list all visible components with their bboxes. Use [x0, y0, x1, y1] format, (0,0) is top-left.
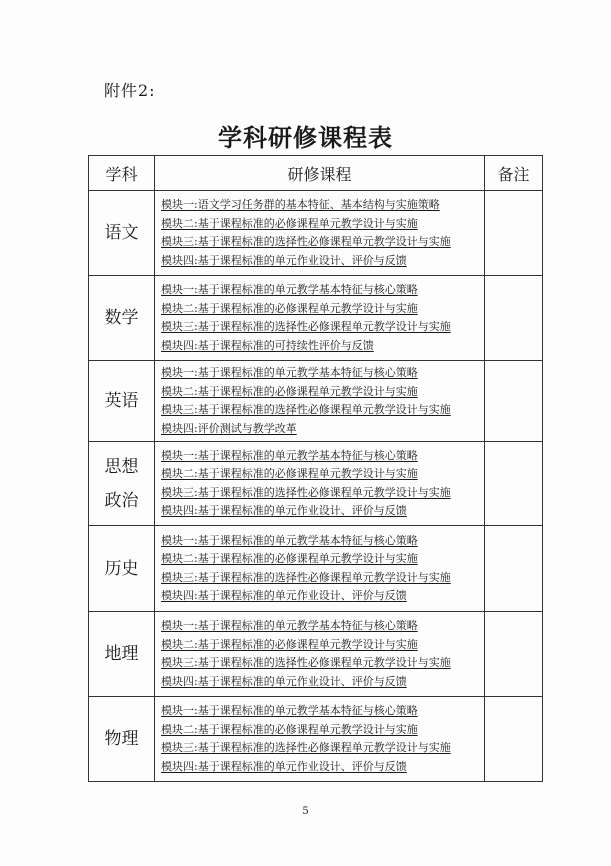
module-item: 模块一:基于课程标准的单元教学基本特征与核心策略 — [161, 283, 418, 296]
module-item: 模块三:基于课程标准的选择性必修课程单元教学设计与实施 — [161, 485, 451, 499]
header-subject: 学科 — [89, 156, 155, 191]
module-item: 模块一:基于课程标准的单元教学基本特征与核心策略 — [161, 533, 418, 547]
module-item: 模块四:基于课程标准的单元作业设计、评价与反馈 — [161, 674, 407, 688]
note-cell — [485, 191, 543, 276]
table-row — [89, 442, 543, 526]
module-item: 模块二:基于课程标准的必修课程单元教学设计与实施 — [161, 467, 418, 480]
table-row — [89, 697, 543, 782]
module-item: 模块四:评价测试与教学改革 — [161, 421, 297, 435]
subject-name: 数学 — [104, 308, 139, 328]
note-cell — [485, 276, 543, 361]
module-item: 模块二:基于课程标准的必修课程单元教学设计与实施 — [161, 301, 418, 315]
module-item: 模块三:基于课程标准的选择性必修课程单元教学设计与实施 — [161, 570, 451, 584]
table-row — [89, 612, 543, 697]
course-modules-cell — [155, 191, 485, 276]
table-header-row — [89, 156, 543, 191]
header-note: 备注 — [485, 156, 543, 191]
module-item: 模块三:基于课程标准的选择性必修课程单元教学设计与实施 — [161, 403, 451, 416]
module-item: 模块一:基于课程标准的单元教学基本特征与核心策略 — [161, 704, 418, 717]
module-item: 模块一:基于课程标准的单元教学基本特征与核心策略 — [161, 619, 418, 632]
module-item: 模块四:基于课程标准的单元作业设计、评价与反馈 — [161, 589, 407, 602]
subject-cell — [89, 612, 155, 697]
note-cell — [485, 612, 543, 697]
course-modules-cell — [155, 697, 485, 782]
module-item: 模块三:基于课程标准的选择性必修课程单元教学设计与实施 — [161, 741, 451, 754]
module-item: 模块二:基于课程标准的必修课程单元教学设计与实施 — [161, 552, 418, 565]
subject-cell — [89, 442, 155, 526]
subject-name: 语文 — [104, 223, 139, 243]
subject-name: 物理 — [104, 729, 139, 749]
course-modules-cell — [155, 612, 485, 697]
course-table — [88, 155, 543, 782]
module-item: 模块四:基于课程标准的单元作业设计、评价与反馈 — [161, 504, 407, 517]
table-body — [89, 191, 543, 782]
subject-name: 政治 — [104, 490, 139, 511]
course-modules-cell — [155, 526, 485, 612]
module-item: 模块二:基于课程标准的必修课程单元教学设计与实施 — [161, 384, 418, 398]
module-item: 模块一:语文学习任务群的基本特征、基本结构与实施策略 — [161, 198, 440, 211]
note-cell — [485, 442, 543, 526]
table-row — [89, 276, 543, 361]
course-modules-cell — [155, 361, 485, 442]
module-item: 模块三:基于课程标准的选择性必修课程单元教学设计与实施 — [161, 235, 451, 248]
module-item: 模块一:基于课程标准的单元教学基本特征与核心策略 — [161, 448, 418, 462]
note-cell — [485, 526, 543, 612]
subject-cell — [89, 697, 155, 782]
module-item: 模块四:基于课程标准的单元作业设计、评价与反馈 — [161, 253, 407, 267]
subject-cell — [89, 191, 155, 276]
attachment-label: 附件2: — [104, 81, 156, 100]
table-row — [89, 191, 543, 276]
header-course: 研修课程 — [155, 156, 485, 191]
subject-name: 历史 — [104, 558, 139, 579]
subject-name: 英语 — [104, 391, 139, 411]
note-cell — [485, 361, 543, 442]
page-number: 5 — [302, 806, 309, 817]
module-item: 模块二:基于课程标准的必修课程单元教学设计与实施 — [161, 722, 418, 736]
subject-name: 地理 — [104, 644, 139, 664]
module-item: 模块一:基于课程标准的单元教学基本特征与核心策略 — [161, 366, 418, 379]
subject-cell — [89, 361, 155, 442]
subject-name: 思想 — [104, 456, 139, 477]
module-item: 模块三:基于课程标准的选择性必修课程单元教学设计与实施 — [161, 320, 451, 333]
subject-cell — [89, 276, 155, 361]
module-item: 模块四:基于课程标准的可持续性评价与反馈 — [161, 338, 374, 352]
course-modules-cell — [155, 442, 485, 526]
table-row — [89, 361, 543, 442]
module-item: 模块二:基于课程标准的必修课程单元教学设计与实施 — [161, 216, 418, 230]
module-item: 模块四:基于课程标准的单元作业设计、评价与反馈 — [161, 759, 407, 773]
subject-cell — [89, 526, 155, 612]
document-title: 学科研修课程表 — [218, 123, 393, 152]
module-item: 模块二:基于课程标准的必修课程单元教学设计与实施 — [161, 637, 418, 651]
note-cell — [485, 697, 543, 782]
table-row — [89, 526, 543, 612]
course-modules-cell — [155, 276, 485, 361]
module-item: 模块三:基于课程标准的选择性必修课程单元教学设计与实施 — [161, 656, 451, 669]
